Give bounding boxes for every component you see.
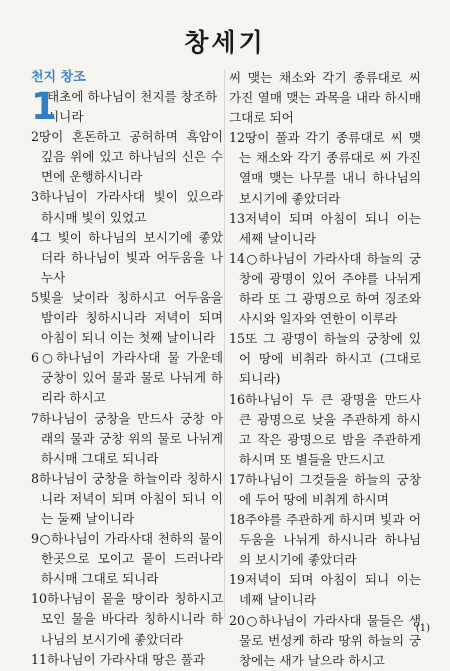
verse-text: 땅이 풀과 각기 종류대로 씨 맺는 채소와 각기 종류대로 씨 가진 열매 맺는 나무를 내니 하나님의 보시기에 좋았더라: [239, 130, 421, 206]
verse-1: [31, 87, 223, 127]
verse-number: 14: [229, 250, 246, 266]
verse-text: 주야를 주관하게 하시며 빛과 어두움을 나뉘게 하시니라 하나님의 보시기에 좋았더라: [239, 512, 421, 568]
verse-text: 저녁이 되며 아침이 되니 이는 세째 날이니라: [239, 210, 421, 246]
right-verse-list: [229, 68, 421, 671]
verse-number: 17: [229, 471, 246, 487]
verse: [31, 127, 223, 187]
verse-number: 12: [229, 130, 246, 146]
verse-text: 하나님이 그것들을 하늘의 궁창에 두어 땅에 비취게 하시며: [239, 471, 421, 507]
verse-number: 20: [229, 612, 246, 628]
verse: [31, 288, 223, 348]
verse: [229, 249, 421, 329]
chapter-number: 1: [31, 85, 57, 128]
verse-text: 땅이 혼돈하고 공허하며 흑암이 깊음 위에 있고 하나님의 신은 수면에 운행하시니라: [39, 129, 223, 185]
left-verse-list: [31, 127, 223, 670]
verse-number: 3: [31, 189, 40, 205]
verse-text: 씨 맺는 채소와 각기 종류대로 씨 가진 열매 맺는 과목을 내라 하시매 그대로 되어: [229, 70, 421, 126]
verse-text: 또 그 광명이 하늘의 궁창에 있어 땅에 비취라 하시고 (그대로 되니라): [239, 331, 421, 387]
verse-number: 8: [31, 470, 40, 486]
verse-number: 15: [229, 331, 246, 347]
verse-number: 7: [31, 410, 40, 426]
section-heading: 천지 창조: [31, 70, 86, 85]
verse-number: 10: [31, 591, 48, 607]
page-number: (1): [415, 623, 430, 634]
verse-text: 하나님이 궁창을 만드사 궁창 아래의 물과 궁창 위의 물로 나뉘게 하시매 그대로 되니라: [39, 410, 223, 466]
verse-number: 11: [31, 651, 48, 667]
verse-number: 5: [31, 289, 40, 305]
verse: [229, 390, 421, 470]
verse-text: 하나님이 두 큰 광명을 만드사 큰 광명으로 낮을 주관하게 하시고 작은 광명으로 밤을 주관하게 하시며 또 별들을 만드시고: [239, 391, 421, 467]
verse-text: 하나님이 가라사대 땅은 풀과: [47, 651, 206, 667]
verse-text: 하나님이 궁창을 하늘이라 칭하시니라 저녁이 되며 아침이 되니 이는 둘째 날이니라: [39, 470, 223, 526]
verse-number: 2: [31, 129, 40, 145]
column-divider: [224, 70, 225, 618]
verse: [229, 470, 421, 510]
verse-number: 19: [229, 572, 246, 588]
verse-number: 6: [31, 350, 40, 366]
verse-1-text: 태초에 하나님이 천지를 창조하시니라: [47, 89, 218, 125]
verse-number: 18: [229, 512, 246, 528]
verse: [31, 348, 223, 408]
book-title: 창세기: [184, 28, 266, 57]
verse: [31, 409, 223, 469]
verse: [229, 68, 421, 128]
verse: [229, 611, 421, 671]
verse-number: 13: [229, 210, 246, 226]
verse-text: ○하나님이 가라사대 하늘의 궁창에 광명이 있어 주야를 나뉘게 하라 또 그 광명으로 하여 징조와 사시와 일자와 연한이 이루라: [239, 250, 421, 327]
verse: [229, 128, 421, 208]
verse: [31, 228, 223, 288]
verse-text: 저녁이 되며 아침이 되니 이는 네째 날이니라: [239, 572, 421, 608]
verse: [31, 589, 223, 649]
left-column: [31, 68, 223, 670]
verse-text: 하나님이 가라사대 빛이 있으라 하시매 빛이 있었고: [39, 189, 223, 225]
verse-text: 그 빛이 하나님의 보시기에 좋았더라 하나님이 빛과 어두움을 나누사: [39, 229, 223, 285]
verse-text: ○하나님이 가라사대 천하의 물이 한곳으로 모이고 뭍이 드러나라 하시매 그대로 되니라: [39, 531, 223, 587]
right-column: [229, 68, 421, 671]
verse-text: 빛을 낮이라 칭하시고 어두움을 밤이라 칭하시니라 저녁이 되며 아침이 되니 이는 첫째 날이니라: [39, 289, 223, 346]
verse-number: 16: [229, 391, 246, 407]
verse-number: 4: [31, 229, 40, 245]
verse-text: 하나님이 뭍을 땅이라 칭하시고 모인 물을 바다라 칭하시니라 하나님의 보시기에 좋았더라: [41, 591, 223, 647]
verse: [229, 570, 421, 610]
verse-text: ○하나님이 가라사대 물들은 생물로 번성케 하라 땅위 하늘의 궁창에는 새가 날으라 하시고: [239, 612, 421, 668]
verse: [229, 329, 421, 389]
verse: [31, 187, 223, 227]
verse: [229, 209, 421, 249]
verse: [229, 510, 421, 570]
verse-text: ○하나님이 가라사대 물 가운데 궁창이 있어 물과 물로 나뉘게 하리라 하시고: [39, 350, 223, 406]
verse: [31, 469, 223, 529]
verse-number: 9: [31, 531, 40, 547]
verse: [31, 529, 223, 589]
verse: [31, 650, 223, 670]
